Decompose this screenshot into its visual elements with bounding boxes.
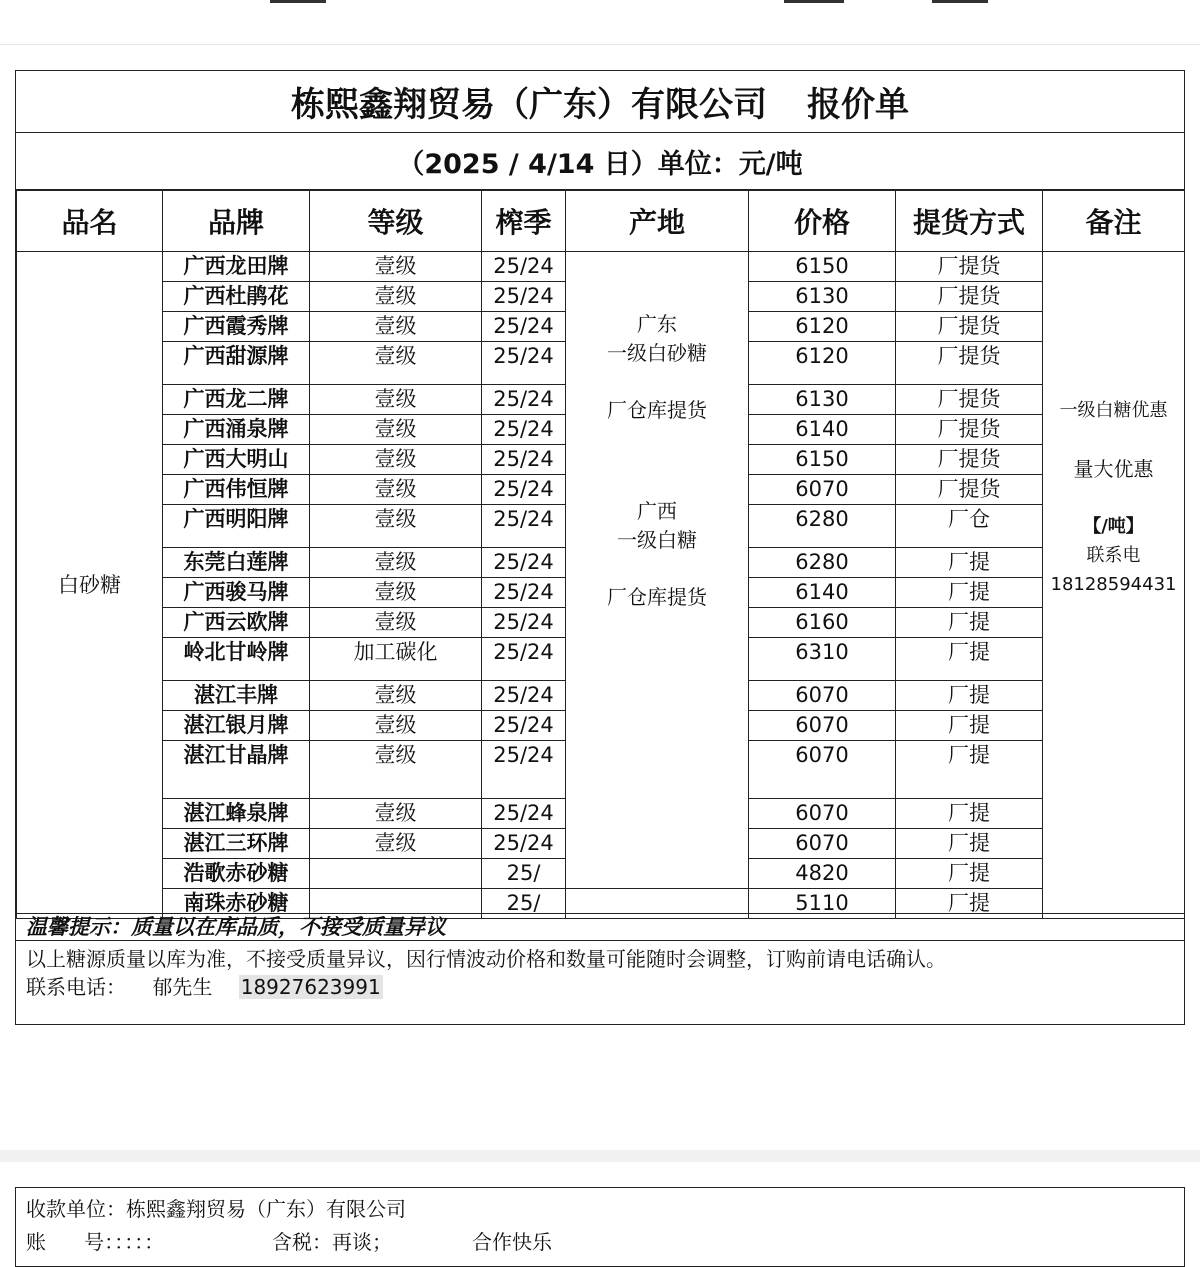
price-cell: 6130: [749, 282, 896, 312]
pickup-cell: 厂提货: [896, 445, 1043, 475]
pickup-cell: 厂提: [896, 681, 1043, 711]
origin-line: 广西: [637, 499, 677, 523]
brand-cell: 广西龙田牌: [163, 252, 310, 282]
brand-cell: 湛江甘晶牌: [163, 741, 310, 799]
season-cell: 25/24: [482, 638, 566, 681]
brand-cell: 南珠赤砂糖: [163, 889, 310, 919]
pickup-cell: 厂提: [896, 608, 1043, 638]
season-cell: 25/24: [482, 505, 566, 548]
quotation-sheet: [15, 70, 1185, 1025]
pickup-cell: 厂提货: [896, 282, 1043, 312]
season-cell: 25/24: [482, 475, 566, 505]
season-cell: 25/24: [482, 829, 566, 859]
price-cell: 6280: [749, 505, 896, 548]
payee-line: 收款单位：栋熙鑫翔贸易（广东）有限公司: [26, 1197, 406, 1221]
top-fragment: [932, 0, 988, 3]
date-unit-row: （2025 / 4/14 日）单位：元/吨: [16, 133, 1184, 190]
col-header-name: 品名: [17, 191, 163, 252]
contact-name: 郁先生: [152, 975, 213, 999]
grade-cell: 壹级: [310, 829, 482, 859]
grade-cell: 壹级: [310, 608, 482, 638]
contact-label: 联系电话：: [26, 975, 126, 999]
season-cell: 25/24: [482, 548, 566, 578]
pickup-cell: 厂提货: [896, 415, 1043, 445]
pickup-cell: 厂提: [896, 799, 1043, 829]
pickup-cell: 厂提货: [896, 385, 1043, 415]
brand-cell: 广西伟恒牌: [163, 475, 310, 505]
grade-cell: 壹级: [310, 711, 482, 741]
origin-line: 一级白糖: [617, 528, 697, 552]
pickup-cell: 厂提: [896, 889, 1043, 919]
closing-line: 合作快乐: [472, 1230, 552, 1254]
price-cell: 6070: [749, 741, 896, 799]
grade-cell: 壹级: [310, 342, 482, 385]
brand-cell: 广西杜鹃花: [163, 282, 310, 312]
season-cell: 25/24: [482, 741, 566, 799]
pickup-cell: 厂提货: [896, 342, 1043, 385]
note-line: 18128594431: [1050, 574, 1177, 595]
price-cell: 5110: [749, 889, 896, 919]
doc-type: 报价单: [807, 85, 909, 125]
col-header-price: 价格: [749, 191, 896, 252]
price-cell: 6160: [749, 608, 896, 638]
pickup-cell: 厂提货: [896, 252, 1043, 282]
brand-cell: 湛江三环牌: [163, 829, 310, 859]
col-header-origin: 产地: [566, 191, 749, 252]
price-cell: 6120: [749, 342, 896, 385]
grade-cell: 壹级: [310, 505, 482, 548]
grade-cell: 加工碳化: [310, 638, 482, 681]
season-cell: 25/: [482, 859, 566, 889]
brand-cell: 广西明阳牌: [163, 505, 310, 548]
note-line: 一级白糖优惠: [1059, 400, 1168, 421]
pickup-cell: 厂提: [896, 741, 1043, 799]
price-cell: 6120: [749, 312, 896, 342]
contact-phone[interactable]: 18927623991: [240, 975, 381, 999]
origin-line: 厂仓库提货: [607, 398, 707, 422]
price-cell: 6310: [749, 638, 896, 681]
grade-cell: 壹级: [310, 252, 482, 282]
top-strip: [0, 0, 1200, 45]
pickup-cell: 厂仓: [896, 505, 1043, 548]
season-cell: 25/24: [482, 312, 566, 342]
grade-cell: [310, 859, 482, 889]
col-header-grade: 等级: [310, 191, 482, 252]
season-cell: 25/24: [482, 252, 566, 282]
category-cell: 白砂糖: [17, 252, 163, 919]
contact-line: [26, 973, 383, 1001]
grade-cell: 壹级: [310, 548, 482, 578]
price-cell: 6150: [749, 445, 896, 475]
brand-cell: 湛江蜂泉牌: [163, 799, 310, 829]
account-line: 账 号：：：：：: [26, 1230, 165, 1254]
brand-cell: 广西龙二牌: [163, 385, 310, 415]
top-fragment: [784, 0, 844, 3]
price-cell: 6070: [749, 475, 896, 505]
brand-cell: 广西霞秀牌: [163, 312, 310, 342]
note-cell: [1043, 252, 1185, 919]
grade-cell: 壹级: [310, 741, 482, 799]
season-cell: 25/24: [482, 799, 566, 829]
brand-cell: 湛江丰牌: [163, 681, 310, 711]
note-line: 【/吨】: [1083, 516, 1144, 537]
season-cell: 25/24: [482, 608, 566, 638]
notice-text: 以上糖源质量以库为准，不接受质量异议，因行情波动价格和数量可能随时会调整，订购前请电话确认。: [26, 947, 946, 971]
pickup-cell: 厂提: [896, 711, 1043, 741]
header-row: [17, 191, 1185, 252]
col-header-season: 榨季: [482, 191, 566, 252]
price-cell: 4820: [749, 859, 896, 889]
grade-cell: 壹级: [310, 282, 482, 312]
season-cell: 25/24: [482, 385, 566, 415]
season-cell: 25/: [482, 889, 566, 919]
price-cell: 6070: [749, 681, 896, 711]
col-header-brand: 品牌: [163, 191, 310, 252]
tax-line: 含税：再谈；: [272, 1230, 392, 1254]
title-row: [16, 71, 1184, 133]
price-cell: 6070: [749, 829, 896, 859]
payment-info: [15, 1187, 1185, 1267]
season-cell: 25/24: [482, 342, 566, 385]
brand-cell: 广西甜源牌: [163, 342, 310, 385]
brand-cell: 浩歌赤砂糖: [163, 859, 310, 889]
price-cell: 6140: [749, 578, 896, 608]
price-cell: 6070: [749, 711, 896, 741]
price-cell: 6140: [749, 415, 896, 445]
season-cell: 25/24: [482, 282, 566, 312]
pickup-cell: 厂提: [896, 548, 1043, 578]
grade-cell: 壹级: [310, 312, 482, 342]
season-cell: 25/24: [482, 415, 566, 445]
col-header-note: 备注: [1043, 191, 1185, 252]
season-cell: 25/24: [482, 711, 566, 741]
season-cell: 25/24: [482, 578, 566, 608]
grade-cell: 壹级: [310, 445, 482, 475]
brand-cell: 广西云欧牌: [163, 608, 310, 638]
season-cell: 25/24: [482, 681, 566, 711]
pickup-cell: 厂提货: [896, 475, 1043, 505]
col-header-pickup: 提货方式: [896, 191, 1043, 252]
company-name: 栋熙鑫翔贸易（广东）有限公司: [291, 85, 767, 125]
price-cell: 6130: [749, 385, 896, 415]
origin-line: 广东: [637, 312, 677, 336]
brand-cell: 广西骏马牌: [163, 578, 310, 608]
note-line: 联系电: [1086, 545, 1141, 566]
grade-cell: 壹级: [310, 681, 482, 711]
pickup-cell: 厂提: [896, 638, 1043, 681]
brand-cell: 岭北甘岭牌: [163, 638, 310, 681]
pickup-cell: 厂提: [896, 578, 1043, 608]
top-fragment: [270, 0, 326, 3]
brand-cell: 湛江银月牌: [163, 711, 310, 741]
price-cell: 6070: [749, 799, 896, 829]
price-cell: 6280: [749, 548, 896, 578]
brand-cell: 东莞白莲牌: [163, 548, 310, 578]
note-line: 量大优惠: [1073, 457, 1154, 481]
grade-cell: 壹级: [310, 415, 482, 445]
origin-line: 一级白砂糖: [607, 341, 707, 365]
origin-cell: [566, 252, 749, 889]
table-row: [17, 252, 1185, 282]
grade-cell: 壹级: [310, 799, 482, 829]
season-cell: 25/24: [482, 445, 566, 475]
price-cell: 6150: [749, 252, 896, 282]
grade-cell: 壹级: [310, 385, 482, 415]
grade-cell: 壹级: [310, 578, 482, 608]
brand-cell: 广西大明山: [163, 445, 310, 475]
pickup-cell: 厂提: [896, 859, 1043, 889]
warm-tip: 温馨提示：质量以在库品质，不接受质量异议: [16, 913, 1184, 941]
price-table: [16, 190, 1185, 919]
origin-line: 厂仓库提货: [607, 585, 707, 609]
section-divider: [0, 1150, 1200, 1162]
pickup-cell: 厂提: [896, 829, 1043, 859]
pickup-cell: 厂提货: [896, 312, 1043, 342]
grade-cell: 壹级: [310, 475, 482, 505]
brand-cell: 广西涌泉牌: [163, 415, 310, 445]
